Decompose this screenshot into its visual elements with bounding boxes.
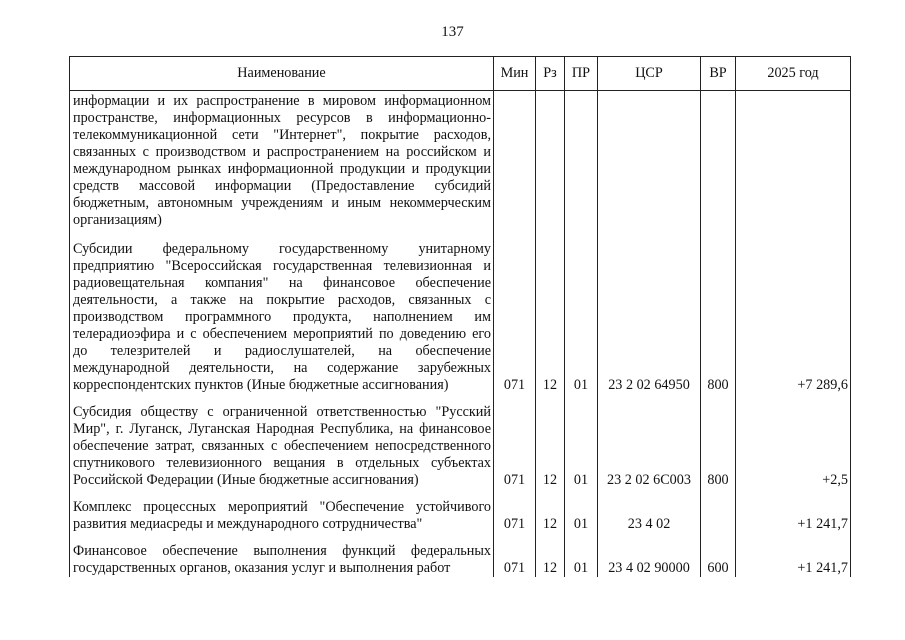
header-vr: ВР: [701, 57, 736, 91]
row-rz: 12: [536, 241, 565, 394]
header-min: Мин: [494, 57, 536, 91]
row-vr: [701, 499, 736, 533]
row-pr: 01: [565, 241, 598, 394]
table-row: [70, 241, 851, 394]
row-vr: [701, 91, 736, 232]
header-rz: Рз: [536, 57, 565, 91]
row-csr: 23 2 02 6С003: [598, 404, 701, 489]
header-pr: ПР: [565, 57, 598, 91]
row-vr: 800: [701, 241, 736, 394]
header-sum: 2025 год: [736, 57, 851, 91]
table-row: [70, 543, 851, 577]
row-sum: +2,5: [736, 404, 851, 489]
row-csr: 23 2 02 64950: [598, 241, 701, 394]
header-csr: ЦСР: [598, 57, 701, 91]
table-row: [70, 91, 851, 232]
row-csr: 23 4 02: [598, 499, 701, 533]
row-csr: 23 4 02 90000: [598, 543, 701, 577]
table-header-row: [70, 57, 851, 91]
row-min: 071: [494, 241, 536, 394]
row-name: Субсидии федеральному государственному унитарному предприятию "Всероссийская государственная телевизионная и радиовещательная компания" на финансовое обеспечение деятельности, а также на покрытие расходов, связанных с производством программного продукта, наполнением им телерадиоэфира и с обеспечением мероприятий по доведению его до телезрителей и радиослушателей, на обеспечение международной деятельности, на содержание зарубежных корреспондентских пунктов (Иные бюджетные ассигнования): [70, 241, 494, 394]
row-sum: +1 241,7: [736, 543, 851, 577]
row-spacer: [70, 394, 851, 404]
row-pr: 01: [565, 499, 598, 533]
row-csr: [598, 91, 701, 232]
row-min: 071: [494, 404, 536, 489]
row-pr: 01: [565, 404, 598, 489]
row-rz: 12: [536, 404, 565, 489]
budget-table: [69, 56, 851, 577]
row-pr: 01: [565, 543, 598, 577]
row-min: 071: [494, 499, 536, 533]
page-number: 137: [441, 24, 464, 40]
row-rz: 12: [536, 543, 565, 577]
row-spacer: [70, 533, 851, 543]
table-row: [70, 499, 851, 533]
table-row: [70, 404, 851, 489]
row-spacer: [70, 489, 851, 499]
row-rz: 12: [536, 499, 565, 533]
row-vr: 600: [701, 543, 736, 577]
row-vr: 800: [701, 404, 736, 489]
row-min: [494, 91, 536, 232]
row-spacer: [70, 231, 851, 241]
row-min: 071: [494, 543, 536, 577]
row-rz: [536, 91, 565, 232]
row-sum: [736, 91, 851, 232]
row-sum: +7 289,6: [736, 241, 851, 394]
row-name: Комплекс процессных мероприятий "Обеспечение устойчивого развития медиасреды и международного сотрудничества": [70, 499, 494, 533]
header-name: Наименование: [70, 57, 494, 91]
row-pr: [565, 91, 598, 232]
row-name: Субсидия обществу с ограниченной ответственностью "Русский Мир", г. Луганск, Луганская Народная Республика, на финансовое обеспечение затрат, связанных с обеспечением непосредственного спутникового телевизионного вещания в отдельных субъектах Российской Федерации (Иные бюджетные ассигнования): [70, 404, 494, 489]
row-name: информации и их распространение в мировом информационном пространстве, информационных ресурсов в информационно-телекоммуникационной сети "Интернет", покрытие расходов, связанных с производством и распространением на российском и международном рынках информационной продукции и продукции средств массовой информации (Предоставление субсидий бюджетным, автономным учреждениям и иным некоммерческим организациям): [70, 91, 494, 232]
row-name: Финансовое обеспечение выполнения функций федеральных государственных органов, оказания услуг и выполнения работ: [70, 543, 494, 577]
row-sum: +1 241,7: [736, 499, 851, 533]
